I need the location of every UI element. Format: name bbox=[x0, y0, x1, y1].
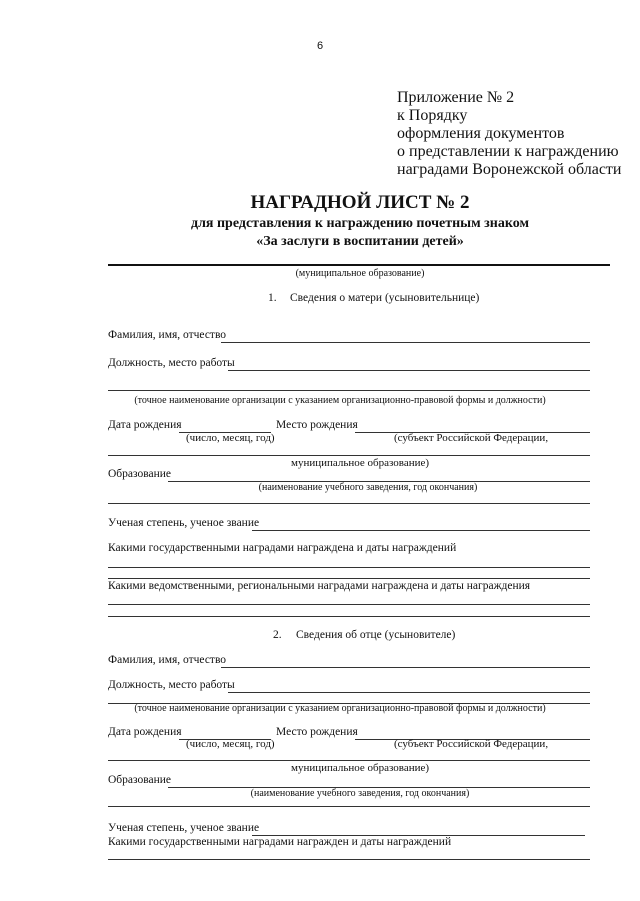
document-subtitle: для представления к награждению почетным знаком bbox=[190, 216, 529, 231]
father-birth-place-field-2[interactable] bbox=[108, 760, 590, 761]
document-title: НАГРАДНОЙ ЛИСТ № 2 bbox=[250, 192, 470, 213]
municipality-field[interactable] bbox=[108, 264, 610, 266]
father-state-awards-field[interactable] bbox=[108, 859, 590, 860]
appendix-line: наградами Воронежской области bbox=[397, 161, 622, 178]
mother-birth-date-label: Дата рождения bbox=[108, 419, 182, 431]
father-education-label: Образование bbox=[108, 774, 172, 786]
mother-degree-label: Ученая степень, ученое звание bbox=[108, 517, 260, 529]
appendix-line: к Порядку bbox=[397, 107, 468, 124]
mother-state-awards-field[interactable] bbox=[108, 567, 590, 568]
father-section-number: 2. bbox=[273, 629, 282, 641]
mother-degree-field[interactable] bbox=[252, 530, 590, 531]
mother-education-label: Образование bbox=[108, 468, 172, 480]
mother-date-caption: (число, месяц, год) bbox=[186, 432, 275, 444]
father-name-field[interactable] bbox=[221, 667, 590, 668]
father-municipal-caption: муниципальное образование) bbox=[291, 762, 430, 774]
appendix-block bbox=[397, 89, 621, 179]
mother-dept-awards-field-2[interactable] bbox=[108, 616, 590, 617]
mother-subject-caption: (субъект Российской Федерации, bbox=[394, 432, 549, 444]
mother-education-field-2[interactable] bbox=[108, 503, 590, 504]
mother-state-awards-field-2[interactable] bbox=[108, 578, 590, 579]
father-education-field-2[interactable] bbox=[108, 806, 590, 807]
mother-dept-awards-field[interactable] bbox=[108, 604, 590, 605]
father-date-caption: (число, месяц, год) bbox=[186, 738, 275, 750]
father-section-title: Сведения об отце (усыновителе) bbox=[296, 629, 456, 641]
mother-birth-place-field-2[interactable] bbox=[108, 455, 590, 456]
page-number: 6 bbox=[316, 40, 324, 52]
appendix-line: оформления документов bbox=[397, 125, 565, 142]
municipality-caption: (муниципальное образование) bbox=[295, 268, 425, 279]
mother-position-field-2[interactable] bbox=[108, 390, 590, 391]
mother-state-awards-label: Какими государственными наградами награждена и даты награждений bbox=[108, 542, 457, 554]
mother-birth-place-label: Место рождения bbox=[276, 419, 358, 431]
mother-section-number: 1. bbox=[268, 292, 277, 304]
mother-position-field[interactable] bbox=[228, 370, 590, 371]
father-birth-date-label: Дата рождения bbox=[108, 726, 182, 738]
mother-name-label: Фамилия, имя, отчество bbox=[108, 329, 227, 341]
mother-name-field[interactable] bbox=[221, 342, 590, 343]
mother-org-caption: (точное наименование организации с указанием организационно-правовой формы и должности) bbox=[134, 395, 546, 406]
father-degree-label: Ученая степень, ученое звание bbox=[108, 822, 260, 834]
father-position-label: Должность, место работы bbox=[108, 679, 235, 691]
mother-section-title: Сведения о матери (усыновительнице) bbox=[290, 292, 480, 304]
father-subject-caption: (субъект Российской Федерации, bbox=[394, 738, 549, 750]
father-state-awards-label: Какими государственными наградами награжден и даты награждений bbox=[108, 836, 452, 848]
father-org-caption: (точное наименование организации с указанием организационно-правовой формы и должности) bbox=[134, 703, 546, 714]
father-birth-place-label: Место рождения bbox=[276, 726, 358, 738]
appendix-line: Приложение № 2 bbox=[397, 89, 515, 106]
document-subtitle-award: «За заслуги в воспитании детей» bbox=[256, 234, 464, 249]
mother-position-label: Должность, место работы bbox=[108, 357, 235, 369]
mother-dept-awards-label: Какими ведомственными, региональными наградами награждена и даты награждения bbox=[108, 580, 531, 592]
appendix-line: о представлении к награждению bbox=[397, 143, 619, 160]
mother-education-caption: (наименование учебного заведения, год окончания) bbox=[258, 482, 478, 493]
father-name-label: Фамилия, имя, отчество bbox=[108, 654, 227, 666]
father-position-field[interactable] bbox=[228, 692, 590, 693]
mother-municipal-caption: муниципальное образование) bbox=[291, 457, 430, 469]
father-education-caption: (наименование учебного заведения, год окончания) bbox=[250, 788, 470, 799]
